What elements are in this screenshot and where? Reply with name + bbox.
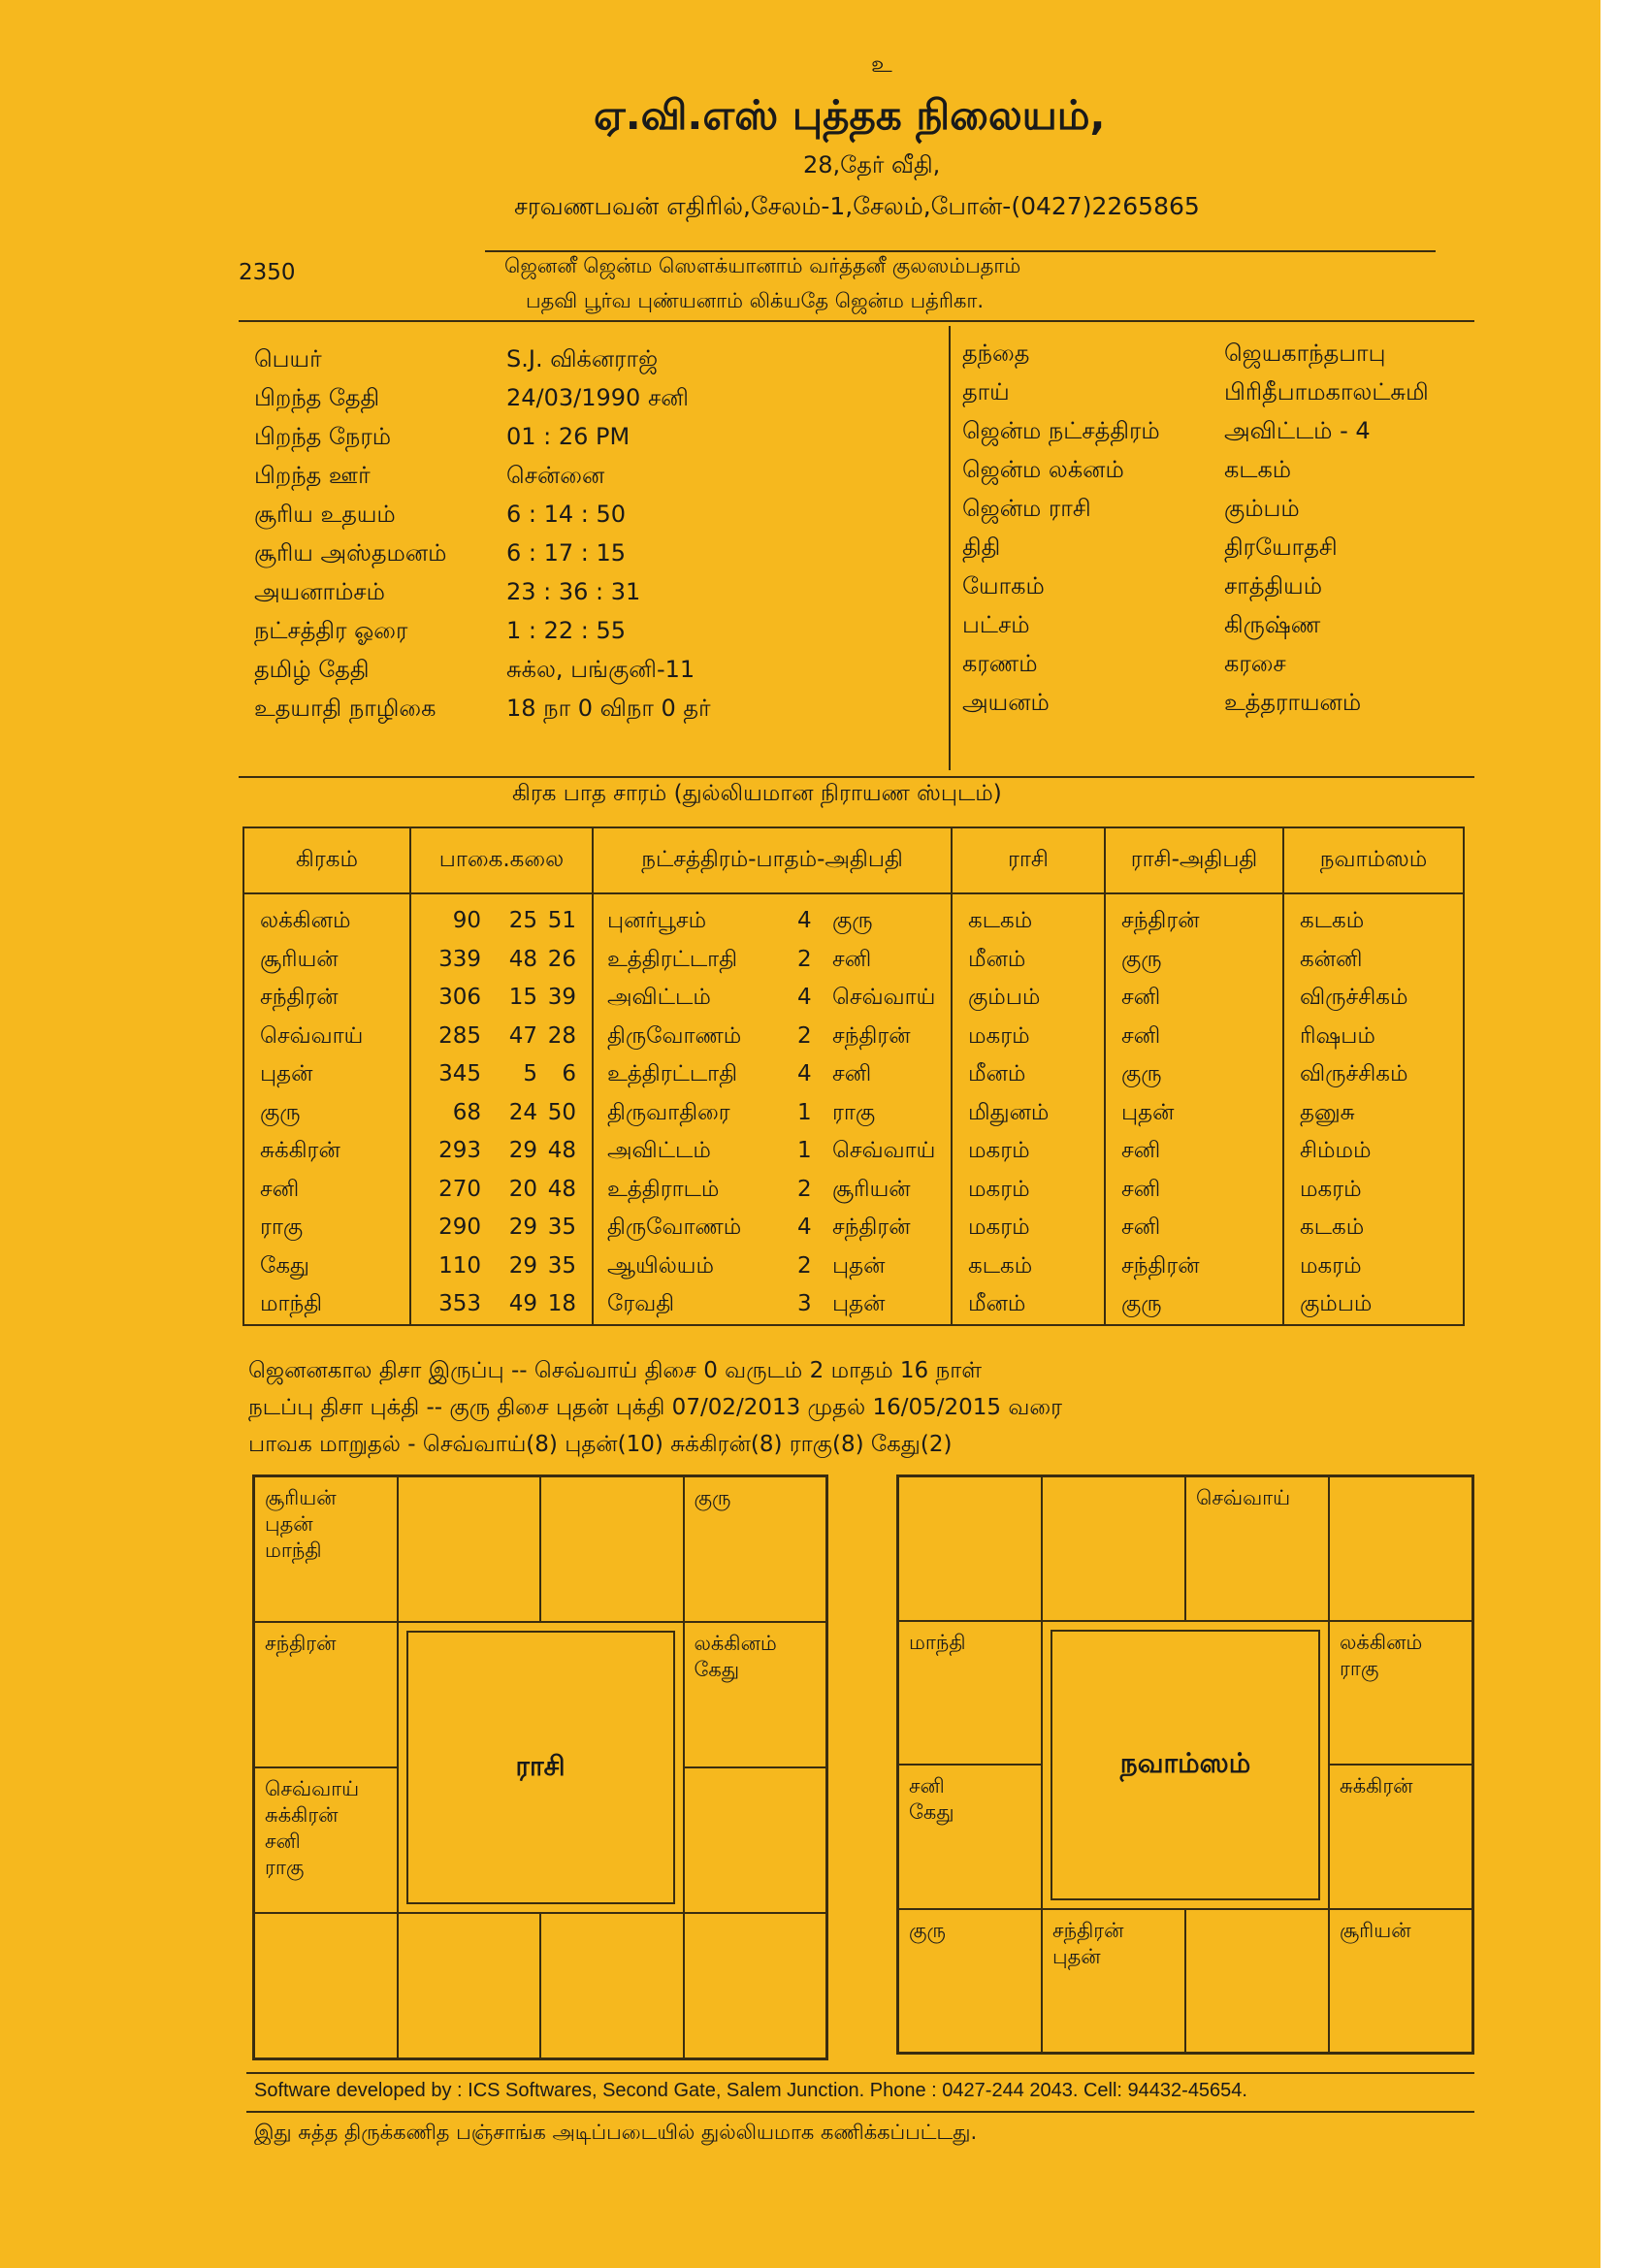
planet-rasi-lord: குரு: [1121, 1061, 1162, 1086]
astro-detail-value: உத்தராயனம்: [1224, 689, 1362, 716]
planet-table-body: [243, 893, 1464, 1325]
nakshatra-lord: சனி: [832, 946, 872, 972]
longitude-degree: 293: [438, 1138, 481, 1163]
nakshatra-pada: 2: [797, 1252, 812, 1279]
nakshatra-pada: 2: [797, 946, 812, 972]
planet-nakshatra: [594, 1055, 951, 1094]
astro-detail-value: அவிட்டம் - 4: [1224, 417, 1371, 444]
planet-rasi-lord: சந்திரன்: [1121, 908, 1200, 933]
house-planet: கேது: [909, 1800, 954, 1824]
nakshatra-name: திருவோணம்: [607, 1022, 742, 1049]
planet-name: சூரியன்: [260, 946, 339, 972]
house-kanya: [684, 1913, 827, 2058]
planet-rasi: மீனம்: [968, 1061, 1026, 1086]
section-rule-top: [239, 320, 1474, 322]
house-kumbha: [254, 1622, 398, 1767]
nakshatra-name: அவிட்டம்: [607, 1138, 711, 1163]
planet-name: கேது: [260, 1252, 309, 1279]
longitude-second: 48: [547, 1138, 576, 1163]
house-rishaba: [540, 1476, 684, 1622]
chart-center: [398, 1622, 684, 1913]
header-rasi: ராசி: [952, 827, 1105, 893]
planet-nakshatra: [594, 979, 951, 1018]
planet-longitude: [411, 902, 592, 941]
rasi-chart-title: ராசி: [406, 1631, 675, 1904]
nakshatra-lord: குரு: [832, 908, 873, 933]
astro-detail-row: [962, 456, 1486, 495]
nakshatra-name: திருவோணம்: [607, 1215, 742, 1240]
house-planet: புதன்: [265, 1512, 313, 1536]
header-navamsa: நவாம்ஸம்: [1283, 827, 1464, 893]
planet-table-header: [243, 827, 1464, 893]
footer-rule-top: [246, 2072, 1474, 2074]
planet-longitude: [411, 1055, 592, 1094]
section-rule-mid: [239, 776, 1474, 778]
house-planet: மாந்தி: [265, 1539, 322, 1562]
longitude-second: 48: [547, 1176, 576, 1202]
astro-detail-row: [962, 650, 1486, 689]
longitude-second: 28: [547, 1022, 576, 1049]
longitude-minute: 48: [508, 946, 537, 972]
nakshatra-lord: சூரியன்: [832, 1176, 911, 1202]
nakshatra-name: புனர்பூசம்: [607, 908, 707, 933]
astro-detail-row: [962, 417, 1486, 456]
birth-detail-value: சுக்ல, பங்குனி-11: [506, 656, 695, 683]
astro-detail-row: [962, 495, 1486, 534]
planet-rasi: கடகம்: [968, 908, 1033, 933]
house-mithuna: [684, 1476, 827, 1622]
planet-nakshatra: [594, 1132, 951, 1171]
planet-longitude: [411, 1209, 592, 1247]
house-planet: லக்கினம்: [694, 1632, 777, 1655]
longitude-minute: 5: [523, 1061, 537, 1086]
astro-detail-label: ஜென்ம நட்சத்திரம்: [962, 417, 1160, 444]
house-dhanu: [898, 1909, 1042, 2054]
chart-center: [1042, 1621, 1329, 1909]
dasa-balance: ஜெனனகால திசா இருப்பு -- செவ்வாய் திசை 0 வருடம் 2 மாதம் 16 நாள்: [248, 1358, 983, 1383]
nakshatra-name: உத்திரட்டாதி: [607, 946, 738, 972]
rasi-chart: [252, 1474, 828, 2060]
planet-name: ராகு: [260, 1215, 304, 1240]
planet-nakshatra: [594, 941, 951, 980]
birth-detail-row: [254, 695, 933, 733]
house-planet: ராகு: [265, 1856, 305, 1879]
navamsa-chart-title: நவாம்ஸம்: [1051, 1630, 1320, 1900]
header-rasi-lord: ராசி-அதிபதி: [1105, 827, 1283, 893]
planet-navamsa: விருச்சிகம்: [1300, 985, 1408, 1010]
astro-detail-value: கடகம்: [1224, 456, 1292, 483]
planet-longitude: [411, 941, 592, 980]
house-planet: சந்திரன்: [265, 1632, 337, 1655]
birth-detail-value: 24/03/1990 சனி: [506, 384, 689, 411]
nakshatra-name: ஆயில்யம்: [607, 1252, 715, 1279]
house-makara: [254, 1767, 398, 1913]
astro-detail-label: திதி: [962, 534, 1001, 561]
nakshatra-pada: 4: [797, 985, 812, 1010]
nakshatra-lord: சந்திரன்: [832, 1215, 911, 1240]
house-planet: கேது: [694, 1658, 740, 1681]
planet-rasi-lord: புதன்: [1121, 1099, 1175, 1125]
longitude-minute: 15: [508, 985, 537, 1010]
verse-line-1: ஜெனனீ ஜென்ம ஸௌக்யானாம் வர்த்தனீ குலஸம்பதாம்: [504, 254, 1021, 277]
astro-detail-row: [962, 378, 1486, 417]
birth-detail-value: S.J. விக்னராஜ்: [506, 345, 659, 373]
longitude-degree: 306: [438, 985, 481, 1010]
longitude-degree: 270: [438, 1176, 481, 1202]
longitude-second: 6: [562, 1061, 576, 1086]
longitude-second: 39: [547, 985, 576, 1010]
house-mesha: [398, 1476, 541, 1622]
nakshatra-name: உத்திராடம்: [607, 1176, 720, 1202]
house-kumbha: [898, 1621, 1042, 1766]
header-star: நட்சத்திரம்-பாதம்-அதிபதி: [593, 827, 952, 893]
longitude-minute: 20: [508, 1176, 537, 1202]
astro-detail-value: ஜெயகாந்தபாபு: [1224, 340, 1386, 367]
birth-detail-row: [254, 384, 933, 423]
birth-detail-value: 01 : 26 PM: [506, 423, 630, 450]
nakshatra-name: திருவாதிரை: [607, 1099, 730, 1125]
astro-detail-value: சாத்தியம்: [1224, 572, 1323, 599]
house-planet: சூரியன்: [265, 1486, 337, 1509]
planet-table: [242, 826, 1465, 1326]
astro-detail-value: கிருஷ்ண: [1224, 611, 1321, 638]
birth-detail-value: 1 : 22 : 55: [506, 617, 627, 644]
astro-detail-label: பட்சம்: [962, 611, 1030, 638]
planet-longitude: [411, 979, 592, 1018]
longitude-degree: 90: [452, 908, 481, 933]
house-planet: குரு: [694, 1486, 731, 1509]
longitude-degree: 68: [452, 1099, 481, 1125]
planet-rasi: மகரம்: [968, 1176, 1030, 1202]
calculation-note: இது சுத்த திருக்கணித பஞ்சாங்க அடிப்படையில் துல்லியமாக கணிக்கப்பட்டது.: [254, 2121, 978, 2144]
nakshatra-pada: 2: [797, 1022, 812, 1049]
planet-nakshatra: [594, 1171, 951, 1210]
house-simha: [684, 1767, 827, 1913]
birth-detail-label: பிறந்த ஊர்: [254, 462, 371, 489]
longitude-minute: 24: [508, 1099, 537, 1125]
longitude-degree: 290: [438, 1215, 481, 1240]
planet-navamsa: கன்னி: [1300, 946, 1363, 972]
house-kataka: [1329, 1621, 1472, 1766]
house-simha: [1329, 1765, 1472, 1909]
col-planet: [243, 893, 410, 1325]
planet-rasi: மீனம்: [968, 1291, 1026, 1316]
planet-rasi-lord: சனி: [1121, 1176, 1161, 1202]
house-vrischika: [1042, 1909, 1185, 2054]
house-planet: சுக்கிரன்: [265, 1803, 339, 1827]
birth-detail-label: பிறந்த தேதி: [254, 384, 380, 411]
birth-detail-label: பிறந்த நேரம்: [254, 423, 392, 450]
nakshatra-pada: 2: [797, 1176, 812, 1202]
longitude-second: 35: [547, 1215, 576, 1240]
house-mithuna: [1329, 1476, 1472, 1621]
planet-nakshatra: [594, 1285, 951, 1324]
planet-name: செவ்வாய்: [260, 1022, 364, 1049]
navamsa-chart: [896, 1474, 1474, 2055]
birth-detail-row: [254, 539, 933, 578]
planet-name: சுக்கிரன்: [260, 1138, 340, 1163]
astro-detail-label: அயனம்: [962, 689, 1050, 716]
birth-detail-row: [254, 656, 933, 695]
planet-navamsa: தனுசு: [1300, 1099, 1355, 1125]
house-meena: [254, 1476, 398, 1622]
nakshatra-lord: செவ்வாய்: [832, 985, 936, 1010]
house-planet: குரு: [909, 1918, 947, 1942]
birth-detail-row: [254, 617, 933, 656]
astro-detail-value: பிரிதீபாமகாலட்சுமி: [1224, 378, 1429, 405]
planet-nakshatra: [594, 902, 951, 941]
col-rasi: [952, 893, 1105, 1325]
planet-longitude: [411, 1018, 592, 1056]
planet-rasi-lord: சனி: [1121, 1022, 1161, 1049]
longitude-second: 35: [547, 1252, 576, 1279]
longitude-second: 18: [547, 1291, 576, 1316]
planet-navamsa: மகரம்: [1300, 1252, 1362, 1279]
planet-name: சந்திரன்: [260, 985, 339, 1010]
longitude-minute: 29: [508, 1138, 537, 1163]
house-planet: சனி: [909, 1774, 945, 1798]
planet-longitude: [411, 1285, 592, 1324]
planet-nakshatra: [594, 1018, 951, 1056]
planet-rasi-lord: சனி: [1121, 1215, 1161, 1240]
birth-detail-label: பெயர்: [254, 345, 322, 373]
planet-name: லக்கினம்: [260, 908, 351, 933]
planet-longitude: [411, 1247, 592, 1286]
bhava-change: பாவக மாறுதல் - செவ்வாய்(8) புதன்(10) சுக்கிரன்(8) ராகு(8) கேது(2): [248, 1432, 953, 1457]
nakshatra-pada: 4: [797, 908, 812, 933]
astro-detail-label: ஜென்ம லக்னம்: [962, 456, 1124, 483]
birth-detail-label: நட்சத்திர ஓரை: [254, 617, 408, 644]
house-planet: சூரியன்: [1340, 1918, 1411, 1942]
nakshatra-pada: 1: [797, 1099, 812, 1125]
planet-navamsa: கும்பம்: [1300, 1291, 1373, 1316]
birth-detail-label: சூரிய உதயம்: [254, 501, 396, 528]
house-planet: சுக்கிரன்: [1340, 1774, 1413, 1798]
planet-name: மாந்தி: [260, 1291, 323, 1316]
planet-rasi: மிதுனம்: [968, 1099, 1050, 1125]
footer-rule-bottom: [246, 2111, 1474, 2113]
astro-detail-row: [962, 340, 1486, 378]
planet-nakshatra: [594, 1247, 951, 1286]
house-planet: ராகு: [1340, 1656, 1379, 1680]
planet-nakshatra: [594, 1209, 951, 1247]
house-planet: செவ்வாய்: [265, 1777, 360, 1800]
astro-detail-value: கரசை: [1224, 650, 1286, 677]
astro-detail-label: கரணம்: [962, 650, 1038, 677]
nakshatra-lord: சந்திரன்: [832, 1022, 911, 1049]
astro-detail-value: கும்பம்: [1224, 495, 1300, 522]
astro-detail-label: தந்தை: [962, 340, 1030, 367]
house-meena: [898, 1476, 1042, 1621]
birth-detail-value: 18 நா 0 விநா 0 தர்: [506, 695, 711, 722]
astro-detail-label: தாய்: [962, 378, 1010, 405]
astro-detail-row: [962, 534, 1486, 572]
longitude-degree: 285: [438, 1022, 481, 1049]
nakshatra-pada: 3: [797, 1291, 812, 1316]
house-planet: லக்கினம்: [1340, 1630, 1423, 1654]
planet-navamsa: கடகம்: [1300, 908, 1365, 933]
astro-detail-label: ஜென்ம ராசி: [962, 495, 1091, 522]
birth-detail-row: [254, 462, 933, 501]
nakshatra-lord: சனி: [832, 1061, 872, 1086]
nakshatra-lord: செவ்வாய்: [832, 1138, 936, 1163]
planet-rasi-lord: சந்திரன்: [1121, 1252, 1200, 1279]
nakshatra-pada: 1: [797, 1138, 812, 1163]
planet-longitude: [411, 1132, 592, 1171]
longitude-second: 50: [547, 1099, 576, 1125]
longitude-minute: 47: [508, 1022, 537, 1049]
birth-detail-label: அயனாம்சம்: [254, 578, 385, 605]
longitude-degree: 345: [438, 1061, 481, 1086]
house-makara: [898, 1765, 1042, 1909]
planet-rasi: கும்பம்: [968, 985, 1041, 1010]
planet-rasi: மீனம்: [968, 946, 1026, 972]
birth-detail-row: [254, 345, 933, 384]
verse-line-2: பதவி பூர்வ புண்யனாம் லிக்யதே ஜென்ம பத்ரிகா.: [526, 289, 985, 312]
birth-detail-row: [254, 423, 933, 462]
birth-detail-value: சென்னை: [506, 462, 605, 489]
planet-rasi: மகரம்: [968, 1215, 1030, 1240]
longitude-minute: 49: [508, 1291, 537, 1316]
planet-name: சனி: [260, 1176, 300, 1202]
table-caption: கிரக பாத சாரம் (துல்லியமான நிராயண ஸ்புடம்): [512, 781, 1002, 806]
astro-detail-value: திரயோதசி: [1224, 534, 1338, 561]
astro-detail-label: யோகம்: [962, 572, 1045, 599]
planet-navamsa: மகரம்: [1300, 1176, 1362, 1202]
right-details: [962, 340, 1486, 728]
planet-longitude: [411, 1094, 592, 1133]
planet-name: குரு: [260, 1099, 301, 1125]
house-planet: செவ்வாய்: [1196, 1486, 1291, 1509]
col-navamsa: [1283, 893, 1464, 1325]
longitude-minute: 25: [508, 908, 537, 933]
page-number: உ: [871, 50, 892, 78]
house-dhanu: [254, 1913, 398, 2058]
astro-detail-row: [962, 611, 1486, 650]
nakshatra-pada: 4: [797, 1061, 812, 1086]
col-star: [593, 893, 952, 1325]
birth-detail-label: தமிழ் தேதி: [254, 656, 370, 683]
nakshatra-name: ரேவதி: [607, 1291, 675, 1316]
birth-detail-value: 6 : 17 : 15: [506, 539, 627, 567]
shop-street: 28,தேர் வீதி,: [803, 151, 941, 178]
house-mesha: [1042, 1476, 1185, 1621]
birth-detail-value: 6 : 14 : 50: [506, 501, 627, 528]
longitude-second: 26: [547, 946, 576, 972]
shop-name: ஏ.வி.எஸ் புத்தக நிலையம்,: [594, 91, 1106, 139]
planet-navamsa: கடகம்: [1300, 1215, 1365, 1240]
planet-rasi-lord: சனி: [1121, 985, 1161, 1010]
header-planet: கிரகம்: [243, 827, 410, 893]
shop-address: சரவணபவன் எதிரில்,சேலம்-1,சேலம்,போன்-(0427)2265865: [514, 192, 1200, 220]
longitude-second: 51: [547, 908, 576, 933]
planet-navamsa: ரிஷபம்: [1300, 1022, 1375, 1049]
longitude-degree: 353: [438, 1291, 481, 1316]
current-dasa-bhukti: நடப்பு திசா புக்தி -- குரு திசை புதன் புக்தி 07/02/2013 முதல் 16/05/2015 வரை: [248, 1395, 1063, 1420]
header-degree: பாகை.கலை: [410, 827, 593, 893]
nakshatra-lord: புதன்: [832, 1291, 886, 1316]
longitude-degree: 339: [438, 946, 481, 972]
astro-detail-row: [962, 572, 1486, 611]
planet-longitude: [411, 1171, 592, 1210]
house-rishaba: [1185, 1476, 1329, 1621]
birth-detail-label: உதயாதி நாழிகை: [254, 695, 436, 722]
house-planet: சனி: [265, 1830, 301, 1853]
birth-detail-label: சூரிய அஸ்தமனம்: [254, 539, 447, 567]
header-rule: [485, 250, 1436, 252]
planet-navamsa: சிம்மம்: [1300, 1138, 1372, 1163]
planet-nakshatra: [594, 1094, 951, 1133]
longitude-minute: 29: [508, 1252, 537, 1279]
house-planet: மாந்தி: [909, 1630, 966, 1654]
planet-name: புதன்: [260, 1061, 313, 1086]
house-kanya: [1329, 1909, 1472, 2054]
nakshatra-lord: புதன்: [832, 1252, 886, 1279]
birth-detail-row: [254, 578, 933, 617]
details-divider: [949, 326, 951, 770]
planet-rasi-lord: சனி: [1121, 1138, 1161, 1163]
house-planet: புதன்: [1052, 1944, 1101, 1968]
col-rasi-lord: [1105, 893, 1283, 1325]
longitude-minute: 29: [508, 1215, 537, 1240]
house-vrischika: [398, 1913, 541, 2058]
left-details: [254, 345, 933, 733]
planet-rasi-lord: குரு: [1121, 1291, 1162, 1316]
col-degree: [410, 893, 593, 1325]
nakshatra-name: உத்திரட்டாதி: [607, 1061, 738, 1086]
planet-rasi: கடகம்: [968, 1252, 1033, 1279]
house-kataka: [684, 1622, 827, 1767]
nakshatra-pada: 4: [797, 1215, 812, 1240]
serial-number: 2350: [239, 260, 296, 285]
house-thula: [540, 1913, 684, 2058]
house-planet: சந்திரன்: [1052, 1918, 1124, 1942]
planet-rasi: மகரம்: [968, 1138, 1030, 1163]
planet-navamsa: விருச்சிகம்: [1300, 1061, 1408, 1086]
astro-detail-row: [962, 689, 1486, 728]
birth-detail-row: [254, 501, 933, 539]
planet-rasi: மகரம்: [968, 1022, 1030, 1049]
longitude-degree: 110: [438, 1252, 481, 1279]
nakshatra-lord: ராகு: [832, 1099, 876, 1125]
software-credit: Software developed by : ICS Softwares, Second Gate, Salem Junction. Phone : 0427-244 2043. Cell: 94432-45654.: [254, 2080, 1247, 2101]
house-thula: [1185, 1909, 1329, 2054]
birth-detail-value: 23 : 36 : 31: [506, 578, 641, 605]
planet-rasi-lord: குரு: [1121, 946, 1162, 972]
nakshatra-name: அவிட்டம்: [607, 985, 711, 1010]
